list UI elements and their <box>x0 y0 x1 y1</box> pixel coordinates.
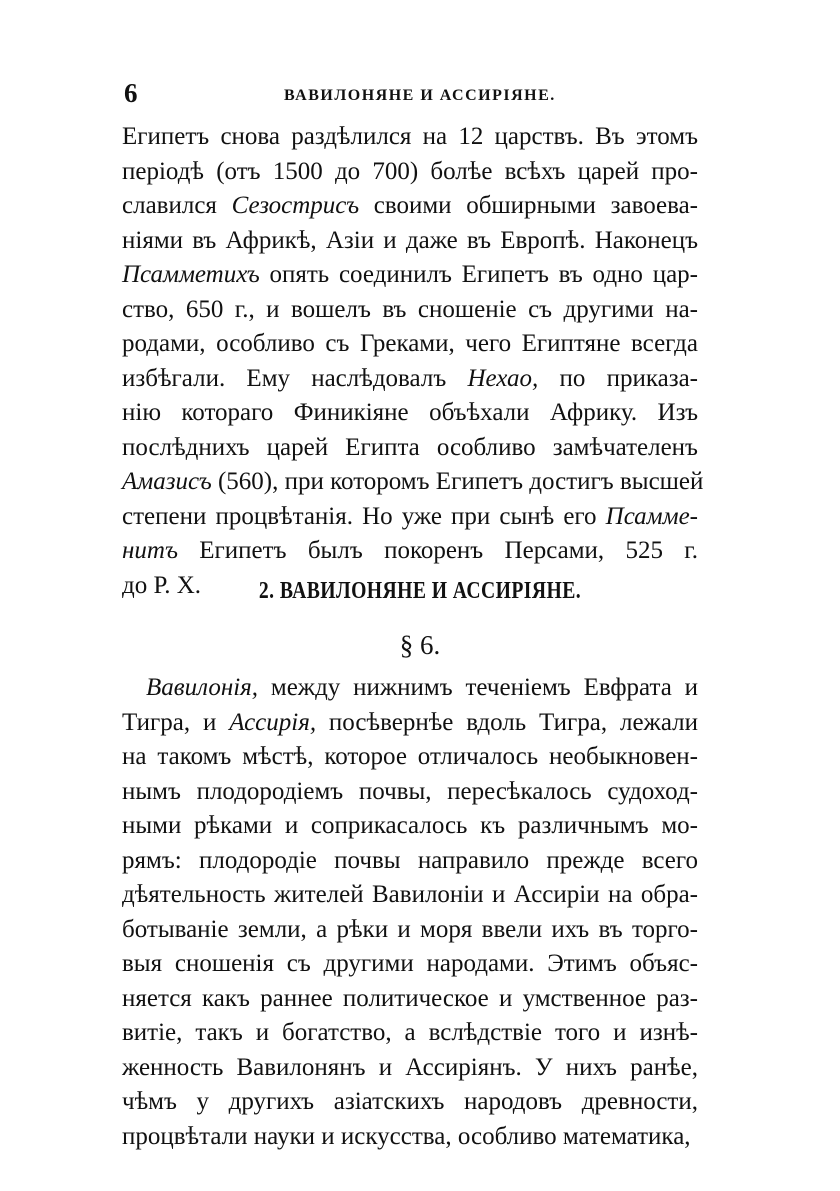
text-line: послѣднихъ царей Египта особливо замѣчателенъ <box>122 433 698 461</box>
text-line: до Р. Х. <box>122 571 202 599</box>
text-line: ніями въ Африкѣ, Азіи и даже въ Европѣ. Наконецъ <box>122 226 698 254</box>
text-line: Египетъ снова раздѣлился на 12 царствъ. Въ этомъ <box>122 123 698 150</box>
text-line: выя сношенія съ другими народами. Этимъ объяс- <box>122 950 698 977</box>
paragraph-egypt <box>122 120 704 603</box>
text-line: на такомъ мѣстѣ, которое отличалось необыкновен- <box>122 743 698 770</box>
text-line: родами, особливо съ Греками, чего Египтяне всегда <box>122 330 698 357</box>
text-line: Псамметихъ опять соединилъ Египетъ въ одно цар- <box>122 261 698 288</box>
text-line: женность Вавилонянъ и Ассиріянъ. У нихъ ранѣе, <box>122 1053 698 1081</box>
text-line: витіе, такъ и богатство, а вслѣдствіе того и изнѣ- <box>122 1019 698 1046</box>
text-line: славился Сезострисъ своими обширными завоева- <box>122 192 699 219</box>
text-line: няется какъ раннее политическое и умственное раз- <box>122 984 698 1012</box>
text-line: нитъ Египетъ былъ покоренъ Персами, 525 г. <box>122 537 698 564</box>
text-line: Вавилонія, между нижнимъ теченіемъ Евфрата и <box>146 674 698 701</box>
text-line: избѣгали. Ему наслѣдовалъ Нехао, по приказа- <box>122 364 698 392</box>
text-line: ботываніе земли, а рѣки и моря ввели ихъ въ торго- <box>122 915 698 943</box>
running-head: ВАВИЛОНЯНЕ И АССИРІЯНЕ. <box>284 87 556 104</box>
text-line: степени процвѣтанія. Но уже при сынѣ его Псамме- <box>122 502 698 530</box>
text-line: ными рѣками и соприкасалось къ различнымъ мо- <box>122 812 698 839</box>
text-line: рямъ: плодородіе почвы направило прежде всего <box>122 846 698 874</box>
page-number: 6 <box>124 78 138 108</box>
text-line: нію котораго Финикіяне объѣхали Африку. Изъ <box>122 399 698 426</box>
text-line: чѣмъ у другихъ азіатскихъ народовъ древности, <box>122 1088 698 1115</box>
text-line: періодѣ (отъ 1500 до 700) болѣе всѣхъ царей про- <box>122 157 698 185</box>
text-line: нымъ плодородіемъ почвы, пересѣкалось судоход- <box>122 777 698 805</box>
section-title: 2. ВАВИЛОНЯНЕ И АССИРІЯНЕ. <box>258 578 582 604</box>
text-line: Тигра, и Ассирія, посѣвернѣе вдоль Тигра, лежали <box>122 708 698 736</box>
paragraph-mark: § 6. <box>399 630 441 660</box>
text-line: ство, 650 г., и вошелъ въ сношеніе съ другими на- <box>122 295 698 323</box>
text-line: Амазисъ (560), при которомъ Египетъ достигъ высшей <box>122 468 704 495</box>
text-line: дѣятельность жителей Вавилоніи и Ассиріи на обра- <box>122 881 698 908</box>
paragraph-babylonia <box>122 671 698 1154</box>
text-line: процвѣтали науки и искусства, особливо математика, <box>122 1122 691 1150</box>
